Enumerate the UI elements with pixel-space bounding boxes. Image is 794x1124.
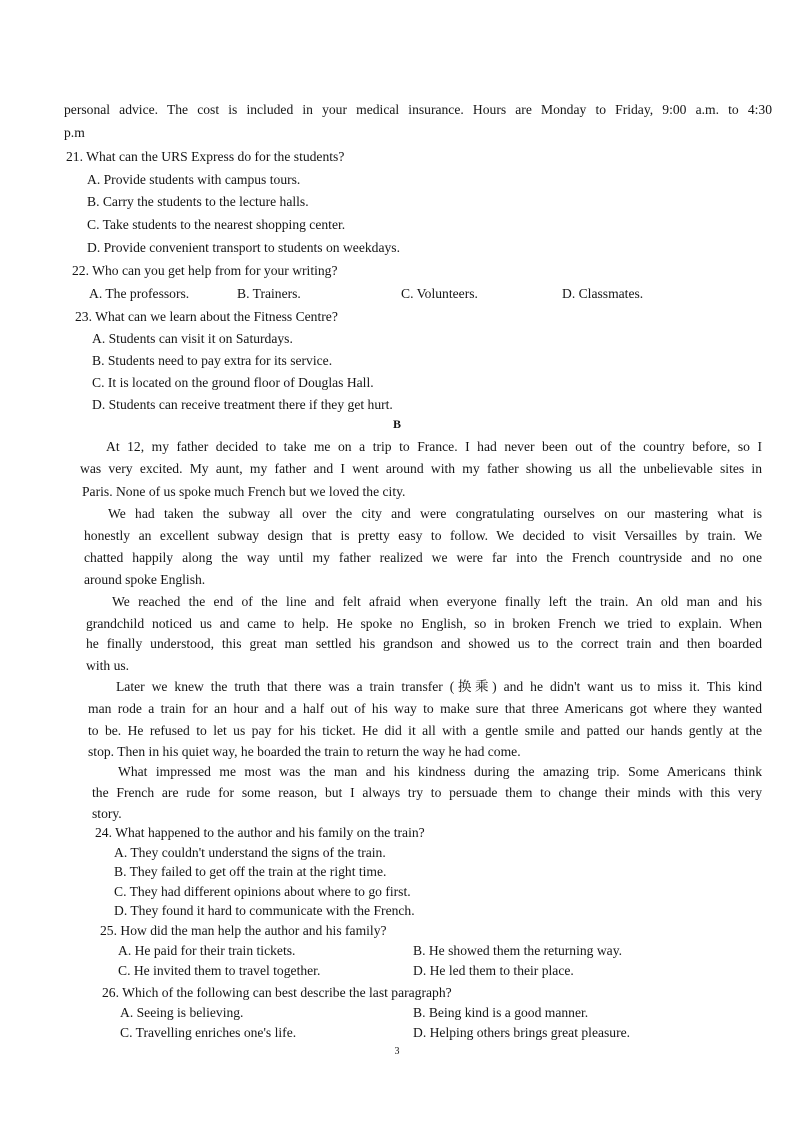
q23-option-b: B. Students need to pay extra for its service.: [92, 353, 333, 368]
q22-option-d: D. Classmates.: [562, 286, 644, 301]
q22-option-a: A. The professors.: [89, 286, 190, 301]
question-26: 26. Which of the following can best describe the last paragraph?: [102, 985, 452, 1000]
passage-line: What impressed me most was the man and his kindness during the amazing trip. Some Americans think: [118, 764, 762, 779]
q25-option-a: A. He paid for their train tickets.: [118, 943, 296, 958]
passage-line: story.: [92, 806, 122, 821]
passage-line: man rode a train for an hour and a half out of his way to make sure that three Americans got where they wanted: [88, 701, 762, 716]
section-heading: B: [392, 417, 401, 431]
q25-option-c: C. He invited them to travel together.: [118, 963, 321, 978]
passage-line: chatted happily along the way until my father realized we were far into the French countryside and no one: [84, 550, 762, 565]
passage-line: with us.: [86, 658, 130, 673]
page-number: 3: [394, 1046, 400, 1057]
passage-line: around spoke English.: [84, 572, 206, 587]
q23-option-a: A. Students can visit it on Saturdays.: [92, 331, 293, 346]
passage-line: We had taken the subway all over the city and were congratulating ourselves on our mastering what is: [108, 506, 762, 521]
q22-option-c: C. Volunteers.: [401, 286, 478, 301]
q26-option-d: D. Helping others brings great pleasure.: [413, 1025, 631, 1040]
q21-option-c: C. Take students to the nearest shopping center.: [87, 217, 346, 232]
passage-line: honestly an excellent subway design that is pretty easy to follow. We decided to visit Versailles by train. We: [84, 528, 762, 543]
q25-option-d: D. He led them to their place.: [413, 963, 574, 978]
passage-line: At 12, my father decided to take me on a trip to France. I had never been out of the country before, so I: [106, 439, 762, 454]
q21-option-b: B. Carry the students to the lecture halls.: [87, 194, 309, 209]
passage-line: stop. Then in his quiet way, he boarded the train to return the way he had come.: [88, 744, 521, 759]
q24-option-d: D. They found it hard to communicate with the French.: [114, 903, 415, 918]
q22-option-b: B. Trainers.: [237, 286, 301, 301]
q26-option-b: B. Being kind is a good manner.: [413, 1005, 589, 1020]
q21-option-a: A. Provide students with campus tours.: [87, 172, 301, 187]
question-21: 21. What can the URS Express do for the students?: [66, 149, 345, 164]
question-24: 24. What happened to the author and his family on the train?: [95, 825, 425, 840]
q25-option-b: B. He showed them the returning way.: [413, 943, 623, 958]
passage-line: to be. He refused to let us pay for his ticket. He did it all with a gentle smile and patted our hands gently at the: [88, 723, 762, 738]
q24-option-b: B. They failed to get off the train at the right time.: [114, 864, 387, 879]
q23-option-d: D. Students can receive treatment there if they get hurt.: [92, 397, 393, 412]
passage-line: the French are rude for some reason, but I always try to persuade them to change their minds with this very: [92, 785, 762, 800]
q23-option-c: C. It is located on the ground floor of Douglas Hall.: [92, 375, 374, 390]
q26-option-a: A. Seeing is believing.: [120, 1005, 244, 1020]
question-25: 25. How did the man help the author and his family?: [100, 923, 387, 938]
passage-line: We reached the end of the line and felt afraid when everyone finally left the train. An old man and his: [112, 594, 762, 609]
q21-option-d: D. Provide convenient transport to students on weekdays.: [87, 240, 400, 255]
intro-line: p.m: [64, 125, 85, 140]
passage-line: he finally understood, this great man settled his grandson and showed us to the correct train and then boarded: [86, 636, 762, 651]
question-22: 22. Who can you get help from for your writing?: [72, 263, 338, 278]
passage-line: grandchild noticed us and came to help. He spoke no English, so in broken French we tried to explain. When: [86, 616, 762, 631]
q24-option-a: A. They couldn't understand the signs of the train.: [114, 845, 386, 860]
intro-line: personal advice. The cost is included in your medical insurance. Hours are Monday to Friday, 9:00 a.m. to 4:30: [64, 102, 772, 117]
passage-line: was very excited. My aunt, my father and I went around with my father showing us all the unbelievable sites in: [80, 461, 762, 476]
q24-option-c: C. They had different opinions about where to go first.: [114, 884, 411, 899]
passage-line: Paris. None of us spoke much French but we loved the city.: [82, 484, 406, 499]
q26-option-c: C. Travelling enriches one's life.: [120, 1025, 297, 1040]
question-23: 23. What can we learn about the Fitness Centre?: [75, 309, 338, 324]
passage-line: Later we knew the truth that there was a train transfer (换乘) and he didn't want us to miss it. This kind: [116, 679, 762, 694]
